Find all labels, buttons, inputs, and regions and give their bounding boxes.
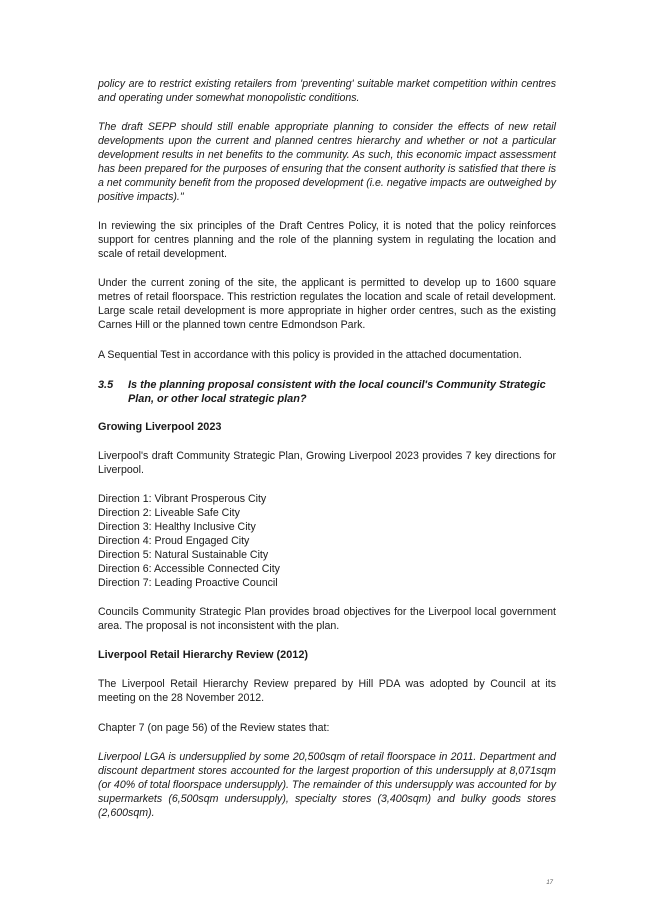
list-item: Direction 1: Vibrant Prosperous City xyxy=(98,493,267,506)
document-page xyxy=(98,78,556,836)
body-paragraph: Councils Community Strategic Plan provides broad objectives for the Liverpool local government area. The proposal is not inconsistent with the plan. xyxy=(98,606,556,632)
body-paragraph: In reviewing the six principles of the Draft Centres Policy, it is noted that the policy reinforces support for centres planning and the role of the planning system in regulating the location and scale of retail development. xyxy=(98,220,556,261)
body-paragraph: The Liverpool Retail Hierarchy Review prepared by Hill PDA was adopted by Council at its meeting on the 28 November 2012. xyxy=(98,678,556,705)
section-number: 3.5 xyxy=(98,379,114,391)
directions-list xyxy=(98,493,556,590)
list-item: Direction 6: Accessible Connected City xyxy=(98,562,280,575)
body-paragraph: Under the current zoning of the site, the applicant is permitted to develop up to 1600 square metres of retail floorspace. This restriction regulates the location and scale of retail development. Large scale retail development is more appropriate in higher order centres, such as the existing Carnes Hill or the planned town centre Edmondson Park. xyxy=(98,277,556,332)
subheading-growing-liverpool: Growing Liverpool 2023 xyxy=(98,421,222,433)
page-number: 17 xyxy=(546,880,553,886)
list-item: Direction 2: Liveable Safe City xyxy=(98,507,240,520)
body-paragraph: Liverpool's draft Community Strategic Plan, Growing Liverpool 2023 provides 7 key directions for Liverpool. xyxy=(98,449,556,476)
list-item: Direction 4: Proud Engaged City xyxy=(98,534,250,547)
body-paragraph: Chapter 7 (on page 56) of the Review states that: xyxy=(98,721,330,734)
quoted-paragraph: Liverpool LGA is undersupplied by some 20,500sqm of retail floorspace in 2011. Department and discount department stores accounted for the largest proportion of this undersupply at 8,071sqm (or 40% of total floorspace undersupply). The remainder of this undersupply was accounted for by supermarkets (6,500sqm undersupply), specialty stores (3,400sqm) and bulky goods stores (2,600sqm). xyxy=(98,751,556,819)
section-title: Is the planning proposal consistent with the local council's Community Strategic Plan, or other local strategic plan? xyxy=(128,379,546,405)
list-item: Direction 3: Healthy Inclusive City xyxy=(98,521,256,534)
list-item: Direction 5: Natural Sustainable City xyxy=(98,548,269,561)
list-item: Direction 7: Leading Proactive Council xyxy=(98,576,278,589)
subheading-retail-review: Liverpool Retail Hierarchy Review (2012) xyxy=(98,649,309,662)
body-paragraph: The draft SEPP should still enable appropriate planning to consider the effects of new retail developments upon the current and planned centres hierarchy and whether or not a particular development results in net benefits to the community. As such, this economic impact assessment has been prepared for the purposes of ensuring that the consent authority is satisfied that there is a net community benefit from the proposed development (i.e. negative impacts are outweighed by positive impacts)." xyxy=(98,121,556,203)
body-paragraph: policy are to restrict existing retailers from 'preventing' suitable market competition within centres and operating under somewhat monopolistic conditions. xyxy=(98,78,556,104)
body-paragraph: A Sequential Test in accordance with this policy is provided in the attached documentation. xyxy=(98,348,522,361)
section-heading xyxy=(98,378,556,406)
